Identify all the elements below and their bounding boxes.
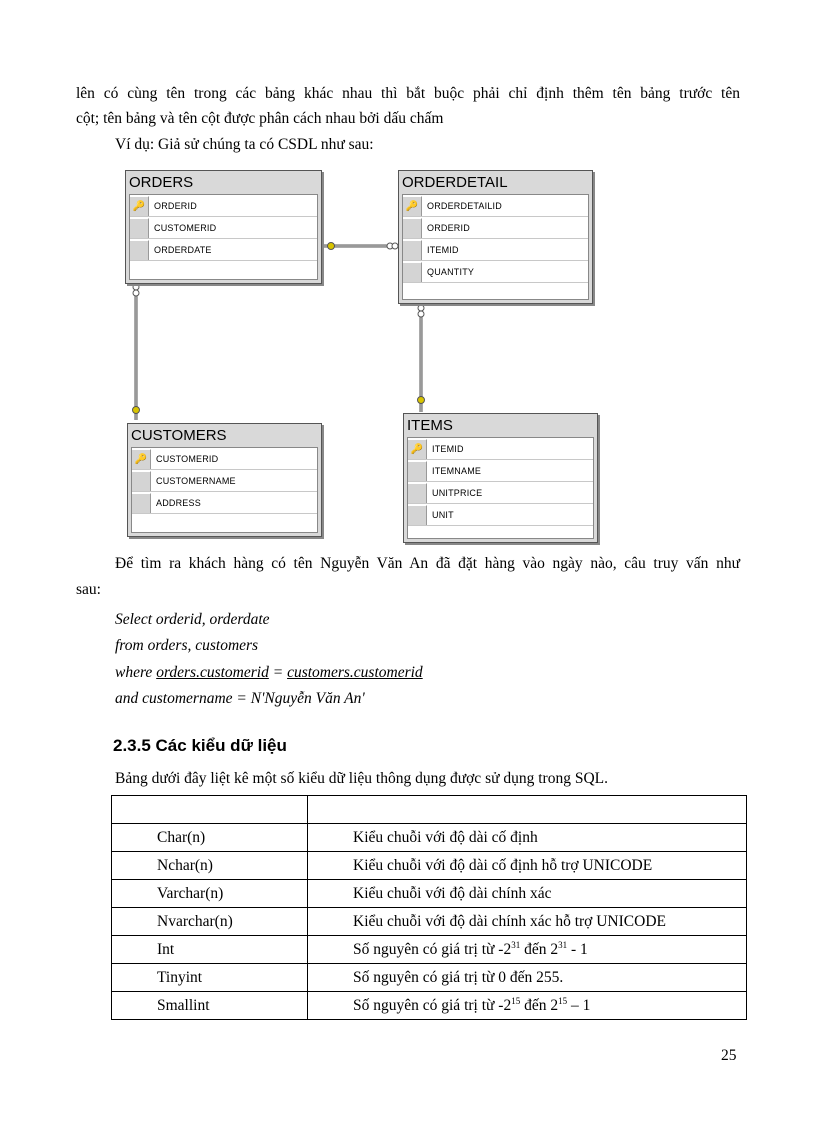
desc-text: Số nguyên có giá trị từ -2 xyxy=(353,941,512,958)
sql-keyword: where xyxy=(115,664,157,681)
desc-text: - 1 xyxy=(567,941,588,958)
table-header-cell xyxy=(308,796,747,824)
table-title: ITEMS xyxy=(407,417,453,434)
table-row xyxy=(112,908,747,936)
type-cell: Tinyint xyxy=(112,964,308,992)
column-name: ORDERDATE xyxy=(154,244,212,255)
infinity-end-icon xyxy=(418,311,424,317)
table-row xyxy=(112,992,747,1020)
desc-cell: Kiểu chuỗi với độ dài cố định hỗ trợ UNICODE xyxy=(308,852,747,880)
desc-cell: Kiểu chuỗi với độ dài chính xác hỗ trợ UNICODE xyxy=(308,908,747,936)
column-row xyxy=(132,492,317,514)
customers-table xyxy=(127,423,322,537)
column-name: ITEMNAME xyxy=(432,465,482,476)
query-intro: Để tìm ra khách hàng có tên Nguyễn Văn An đã đặt hàng vào ngày nào, câu truy vấn như xyxy=(115,555,740,572)
desc-text: – 1 xyxy=(567,997,591,1014)
type-cell: Smallint xyxy=(112,992,308,1020)
column-name: UNITPRICE xyxy=(432,487,483,498)
example-intro: Ví dụ: Giả sử chúng ta có CSDL như sau: xyxy=(115,136,374,153)
column-name: ITEMID xyxy=(427,244,459,255)
data-types-table xyxy=(111,795,747,1020)
column-name: ORDERDETAILID xyxy=(427,200,502,211)
desc-cell: Kiểu chuỗi với độ dài cố định xyxy=(308,824,747,852)
desc-text: đến 2 xyxy=(520,997,559,1014)
column-name: CUSTOMERID xyxy=(154,222,217,233)
row-selector xyxy=(408,505,427,525)
paragraph-line: cột; tên bảng và tên cột được phân cách nhau bởi dấu chấm xyxy=(76,110,444,127)
row-selector xyxy=(403,240,422,260)
column-row xyxy=(130,195,317,217)
column-row xyxy=(408,482,593,504)
sql-right-operand: customers.customerid xyxy=(287,664,423,681)
column-name: ORDERID xyxy=(154,200,197,211)
paragraph-line: lên có cùng tên trong các bảng khác nhau thì bắt buộc phải chỉ định thêm tên bảng trước tên xyxy=(76,85,740,102)
primary-key-icon: 🔑 xyxy=(403,196,422,216)
column-name: CUSTOMERNAME xyxy=(156,475,236,486)
column-row xyxy=(403,195,588,217)
row-selector xyxy=(408,461,427,481)
desc-cell xyxy=(308,992,747,1020)
row-selector xyxy=(408,483,427,503)
key-end-icon xyxy=(133,407,140,414)
key-end-icon xyxy=(418,397,425,404)
exponent: 15 xyxy=(558,996,568,1006)
sql-line: and customername = N'Nguyễn Văn An' xyxy=(115,690,365,707)
table-title: CUSTOMERS xyxy=(131,427,227,444)
type-cell: Nchar(n) xyxy=(112,852,308,880)
page-number: 25 xyxy=(721,1047,737,1064)
orderdetail-table xyxy=(398,170,593,304)
table-title: ORDERS xyxy=(129,174,194,191)
column-row xyxy=(403,239,588,261)
exponent: 15 xyxy=(511,996,521,1006)
row-selector xyxy=(130,218,149,238)
column-name: QUANTITY xyxy=(427,266,475,277)
sql-line: from orders, customers xyxy=(115,637,259,654)
column-grid xyxy=(402,194,589,300)
column-name: UNIT xyxy=(432,509,454,520)
column-row xyxy=(408,438,593,460)
row-selector xyxy=(403,218,422,238)
sql-left-operand: orders.customerid xyxy=(156,664,269,681)
row-selector xyxy=(132,493,151,513)
primary-key-icon: 🔑 xyxy=(130,196,149,216)
column-row xyxy=(408,460,593,482)
section-heading: 2.3.5 Các kiểu dữ liệu xyxy=(113,736,287,755)
column-name: CUSTOMERID xyxy=(156,453,219,464)
desc-text: Số nguyên có giá trị từ -2 xyxy=(353,997,512,1014)
column-row xyxy=(403,217,588,239)
row-selector xyxy=(132,471,151,491)
column-row xyxy=(130,217,317,239)
desc-cell: Kiểu chuỗi với độ dài chính xác xyxy=(308,880,747,908)
exponent: 31 xyxy=(511,940,521,950)
column-row xyxy=(132,448,317,470)
type-cell: Int xyxy=(112,936,308,964)
orders-table xyxy=(125,170,322,284)
table-row xyxy=(112,936,747,964)
column-row xyxy=(132,470,317,492)
column-row xyxy=(408,504,593,526)
infinity-end-icon xyxy=(133,284,139,290)
type-cell: Varchar(n) xyxy=(112,880,308,908)
sql-operator: = xyxy=(268,664,288,681)
table-row xyxy=(112,964,747,992)
key-end-icon xyxy=(328,243,335,250)
table-row xyxy=(112,824,747,852)
column-row xyxy=(403,261,588,283)
desc-cell: Số nguyên có giá trị từ 0 đến 255. xyxy=(308,964,747,992)
column-name: ITEMID xyxy=(432,443,464,454)
primary-key-icon: 🔑 xyxy=(408,439,427,459)
primary-key-icon: 🔑 xyxy=(132,449,151,469)
section-intro: Bảng dưới đây liệt kê một số kiểu dữ liệu thông dụng được sử dụng trong SQL. xyxy=(115,770,608,787)
row-selector xyxy=(403,262,422,282)
sql-line: Select orderid, orderdate xyxy=(115,611,270,628)
type-cell: Nvarchar(n) xyxy=(112,908,308,936)
items-table xyxy=(403,413,598,543)
column-name: ORDERID xyxy=(427,222,470,233)
table-row xyxy=(112,852,747,880)
table-header-cell xyxy=(112,796,308,824)
infinity-end-icon xyxy=(418,305,424,311)
table-row xyxy=(112,880,747,908)
infinity-end-icon xyxy=(133,290,139,296)
column-grid xyxy=(129,194,318,280)
exponent: 31 xyxy=(558,940,568,950)
column-grid xyxy=(131,447,318,533)
sql-line xyxy=(115,663,423,683)
column-name: ADDRESS xyxy=(156,497,201,508)
type-cell: Char(n) xyxy=(112,824,308,852)
row-selector xyxy=(130,240,149,260)
query-intro-continued: sau: xyxy=(76,581,101,598)
table-header-row xyxy=(112,796,747,824)
column-row xyxy=(130,239,317,261)
column-grid xyxy=(407,437,594,539)
table-title: ORDERDETAIL xyxy=(402,174,508,191)
desc-text: đến 2 xyxy=(520,941,559,958)
desc-cell xyxy=(308,936,747,964)
